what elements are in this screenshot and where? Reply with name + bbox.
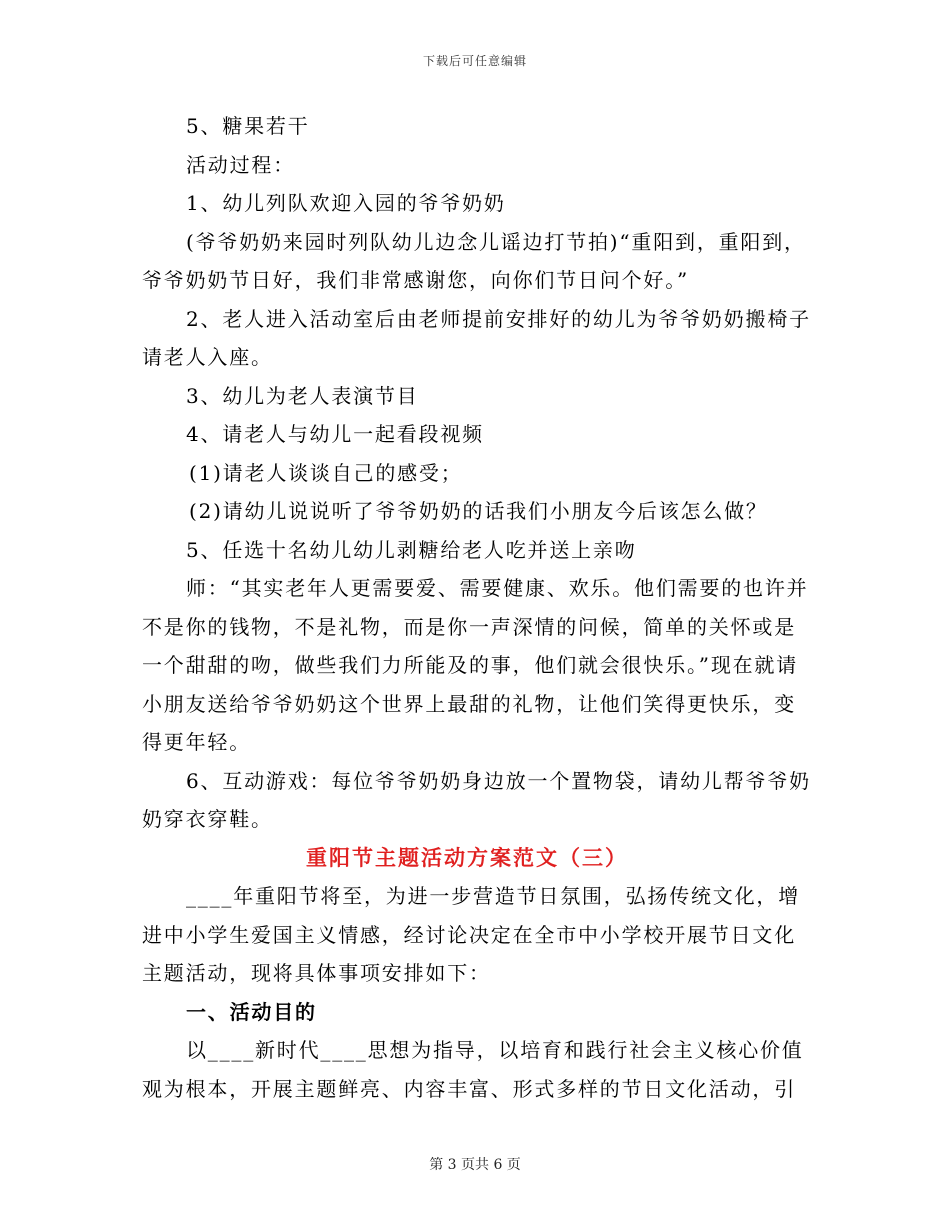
paragraph: 活动过程：	[186, 152, 295, 177]
list-item: (2)请幼儿说说听了爷爷奶奶的话我们小朋友今后该怎么做？	[189, 499, 768, 523]
list-item: 2、老人进入活动室后由老师提前安排好的幼儿为爷爷奶奶搬椅子请老人入座。	[142, 306, 811, 369]
section-intro: ____年重阳节将至，为进一步营造节日氛围，弘扬传统文化，增进中小学生爱国主义情感，经讨论决定在全市中小学校开展节日文化主题活动，现将具体事项安排如下：	[142, 884, 800, 985]
paragraph: (爷爷奶奶来园时列队幼儿边念儿谣边打节拍)“重阳到，重阳到，爷爷奶奶节日好，我们非常感谢您，向你们节日问个好。”	[142, 229, 806, 292]
paragraph: 以____新时代____思想为指导，以培育和践行社会主义核心价值观为根本，开展主题鲜亮、内容丰富、形式多样的节日文化活动，引	[142, 1038, 804, 1101]
list-item: 3、幼儿为老人表演节目	[186, 383, 419, 408]
sub-heading: 一、活动目的	[186, 999, 317, 1024]
page-header: 下载后可任意编辑	[422, 54, 527, 68]
list-item: 6、互动游戏：每位爷爷奶奶身边放一个置物袋，请幼儿帮爷爷奶奶穿衣穿鞋。	[142, 768, 811, 831]
document-body	[142, 107, 812, 1108]
list-item: 5、任选十名幼儿幼儿剥糖给老人吃并送上亲吻	[186, 537, 637, 562]
list-item: 5、糖果若干	[186, 114, 310, 138]
list-item: (1)请老人谈谈自己的感受；	[189, 460, 463, 485]
list-item: 4、请老人与幼儿一起看段视频	[186, 422, 484, 446]
section-title: 重阳节主题活动方案范文（三）	[306, 845, 628, 870]
page-footer: 第 3 页共 6 页	[429, 1157, 521, 1173]
list-item: 1、幼儿列队欢迎入园的爷爷奶奶	[186, 191, 506, 215]
paragraph: 师：“其实老年人更需要爱、需要健康、欢乐。他们需要的也许并不是你的钱物，不是礼物，而是你一声深情的问候，简单的关怀或是一个甜甜的吻，做些我们力所能及的事，他们就会很快乐。”现在就请小朋友送给爷爷奶奶这个世界上最甜的礼物，让他们笑得更快乐，变得更年轻。	[142, 576, 809, 754]
